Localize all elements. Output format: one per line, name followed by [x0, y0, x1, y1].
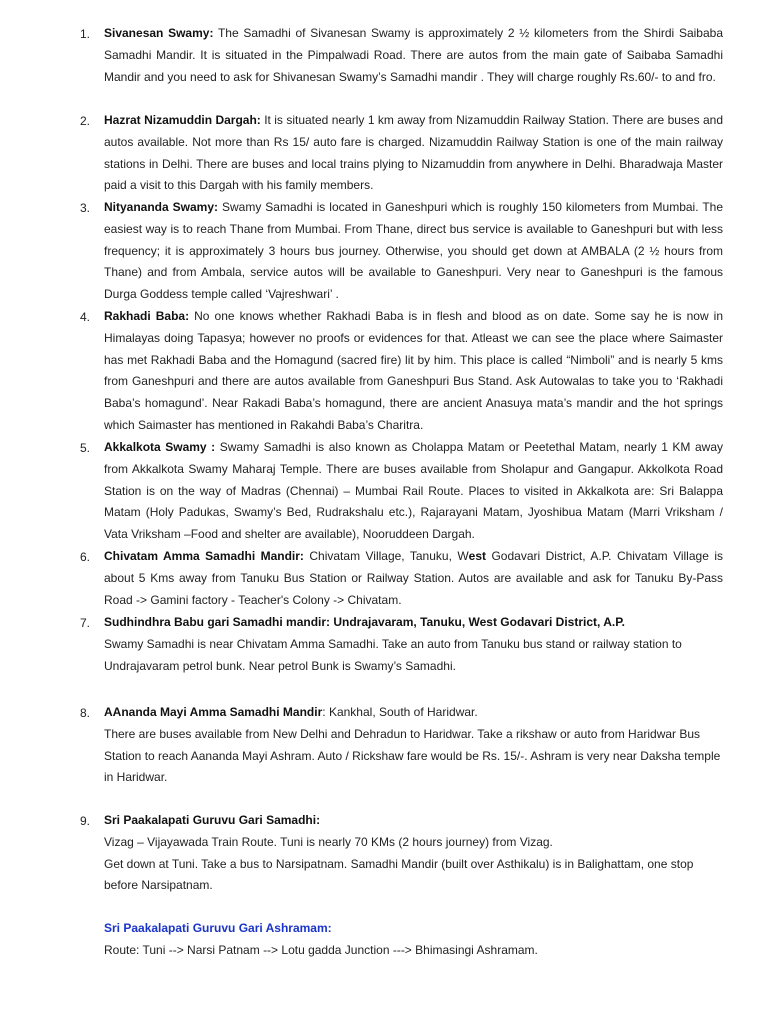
- item-title: Chivatam Amma Samadhi Mandir:: [104, 549, 304, 563]
- item-title: Hazrat Nizamuddin Dargah:: [104, 113, 261, 127]
- item-number: 7.: [80, 616, 91, 630]
- item-text: [104, 110, 723, 197]
- item-title: Nityananda Swamy:: [104, 200, 219, 214]
- item-body: The Samadhi of Sivanesan Swamy is approximately 2 ½ kilometers from the Shirdi Saibaba Samadhi Mandir. It is situated in the Pimpalwadi Road. There are autos from the main gate of Saibaba Samadhi Mandir and you need to ask for Shivanesan Swamy’s Samadhi mandir . They will charge roughly Rs.60/- to and fro.: [104, 26, 723, 84]
- item-number: 8.: [80, 706, 91, 720]
- item-title: Rakhadi Baba:: [104, 309, 190, 323]
- item-number: 9.: [80, 814, 91, 828]
- item-text: [104, 702, 723, 789]
- item-text: [104, 23, 723, 88]
- item-body: There are buses available from New Delhi and Dehradun to Haridwar. Take a rikshaw or auto from Haridwar Bus Station to reach Aananda Mayi Ashram. Auto / Rickshaw fare would be Rs. 15/-. Ashram is very near Daksha temple in Haridwar.: [104, 726, 721, 785]
- item-body: No one knows whether Rakhadi Baba is in flesh and blood as on date. Some say he is now in Himalayas doing Tapasya; however no proofs or evidences for that. Atleast we can see the place where Saimaster has met Rakhadi Baba and the Homagund (sacred fire) lit by him. This place is called “Nimboli” and is nearly 5 kms from Ganeshpuri and there are autos available from Ganeshpuri Bus Stand. Ask Autowalas to take you to ‘Rakhadi Baba’s homagund’. Near Rakadi Baba’s homagund, there are ancient Anasuya mata’s mandir and the hot springs which Saimaster has mentioned in Rakahdi Baba’s Charitra.: [104, 309, 723, 432]
- item-body: Swamy Samadhi is near Chivatam Amma Samadhi. Take an auto from Tanuku bus stand or railway station to Undrajavaram petrol bunk. Near petrol Bunk is Swamy’s Samadhi.: [104, 636, 682, 673]
- item-number: 3.: [80, 201, 91, 215]
- item-text: [104, 612, 723, 677]
- item-number: 5.: [80, 441, 91, 455]
- item-title: AAnanda Mayi Amma Samadhi Mandir: [104, 705, 323, 719]
- item-body-bold: est: [468, 549, 487, 563]
- item-title: Akkalkota Swamy :: [104, 440, 216, 454]
- item-body: Swamy Samadhi is also known as Cholappa Matam or Peetethal Matam, nearly 1 KM away from Akkalkota Swamy Maharaj Temple. There are buses available from Sholapur and Gangapur. Akkolkota Road Station is on the way of Madras (Chennai) – Mumbai Rail Route. Places to visited in Akkalkota are: Sri Balappa Matam (Holy Padukas, Swamy’s Bed, Rudrakshalu etc.), Rajarayani Matam, Jyoshibua Matam (Marri Vriksham / Vata Vriksham –Food and shelter are available), Nooruddeen Dargah.: [104, 440, 723, 542]
- item-number: 4.: [80, 310, 91, 324]
- ashram-route: Route: Tuni --> Narsi Patnam --> Lotu gadda Junction ---> Bhimasingi Ashramam.: [104, 942, 538, 957]
- item-number: 2.: [80, 114, 91, 128]
- ashram-title: Sri Paakalapati Guruvu Gari Ashramam:: [104, 921, 332, 935]
- item-body: It is situated nearly 1 km away from Nizamuddin Railway Station. There are buses and autos available. Not more than Rs 15/ auto fare is charged. Nizamuddin Railway Station is one of the main railway stations in Delhi. There are buses and local trains plying to Nizamuddin from anywhere in Delhi. Bharadwaja Master paid a visit to this Dargah with his family members.: [104, 113, 724, 193]
- item-line: Get down at Tuni. Take a bus to Narsipatnam. Samadhi Mandir (built over Asthikalu) is in Balighattam, one stop before Narsipatnam.: [104, 856, 694, 893]
- item-number: 6.: [80, 550, 91, 564]
- item-title: Sudhindhra Babu gari Samadhi mandir: Undrajavaram, Tanuku, West Godavari District, A.P.: [104, 615, 626, 629]
- item-body: Godavari District, A.P. Chivatam Village is about 5 Kms away from Tanuku Bus Station or Railway Station. Autos are available and ask for Tanuku By-Pass Road -> Gamini factory - Teacher's Colony -> Chivatam.: [104, 549, 723, 607]
- item-text: [104, 810, 723, 897]
- item-body: Swamy Samadhi is located in Ganeshpuri which is roughly 150 kilometers from Mumbai. The easiest way is to reach Thane from Mumbai. From Thane, direct bus service is available to Ganeshpuri but with less frequency; it is approximately 3 hours bus journey. Otherwise, you should get down at AMBALA (2 ½ hours from Thane) and from Ambala, service autos will be available to Ganeshpuri. Very near to Ganeshpuri is the famous Durga Goddess temple called ‘Vajreshwari’ .: [104, 200, 723, 302]
- item-text: [104, 546, 723, 611]
- item-text: [104, 197, 723, 306]
- item-title-rest: : Kankhal, South of Haridwar.: [322, 705, 478, 719]
- item-title: Sri Paakalapati Guruvu Gari Samadhi:: [104, 813, 321, 827]
- item-text: [104, 306, 723, 437]
- item-title: Sivanesan Swamy:: [104, 26, 214, 40]
- item-line: Vizag – Vijayawada Train Route. Tuni is nearly 70 KMs (2 hours journey) from Vizag.: [104, 834, 553, 849]
- item-text: [104, 437, 723, 546]
- item-number: 1.: [80, 27, 91, 41]
- item-body: Chivatam Village, Tanuku, W: [303, 549, 469, 563]
- ashram-text: [104, 918, 723, 962]
